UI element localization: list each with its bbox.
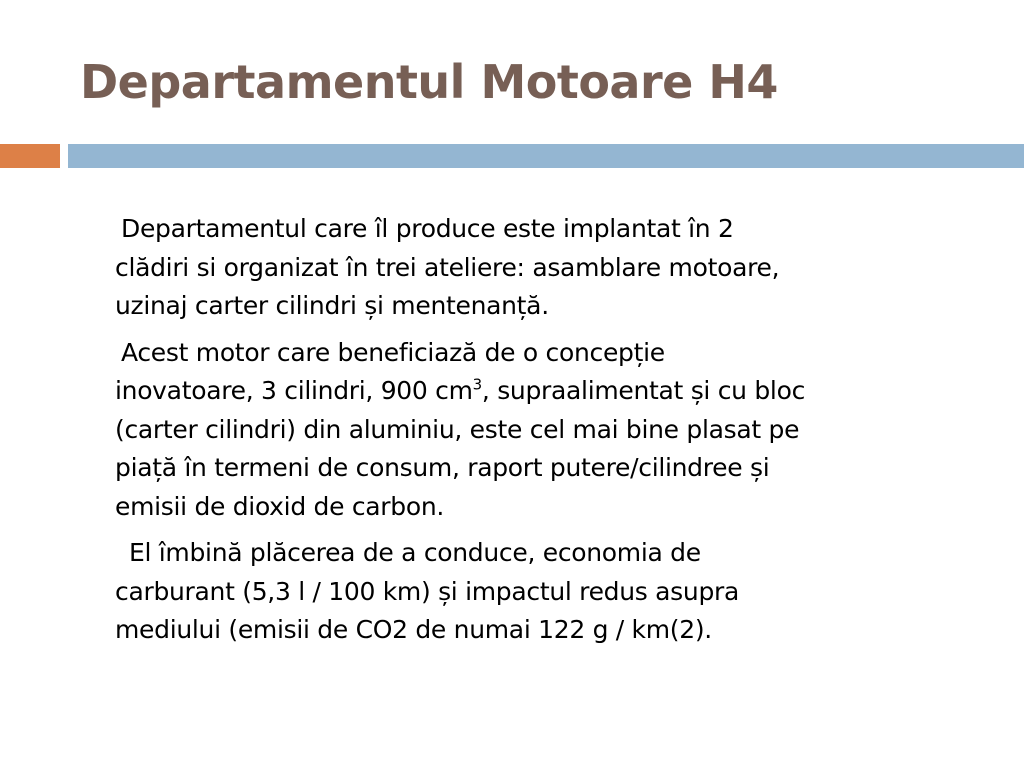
text-line: uzinaj carter cilindri și mentenanță.	[115, 291, 549, 320]
text-line: clădiri si organizat în trei ateliere: asamblare motoare,	[115, 252, 780, 282]
text-line: carburant (5,3 l / 100 km) și impactul redus asupra	[115, 576, 740, 606]
slide-body	[115, 210, 995, 658]
paragraph-driving-economy	[115, 534, 995, 650]
text-line-with-superscript	[115, 372, 995, 411]
text-line: (carter cilindri) din aluminiu, este cel mai bine plasat pe	[115, 414, 800, 444]
text-line: mediului (emisii de CO2 de numai 122 g / km(2).	[115, 615, 712, 644]
text-line: Departamentul care îl produce este implantat în 2	[121, 214, 734, 243]
text-fragment: inovatoare, 3 cilindri, 900 cm	[115, 376, 473, 405]
text-line: piață în termeni de consum, raport putere/cilindree și	[115, 453, 770, 482]
paragraph-engine-concept	[115, 334, 995, 527]
text-line: El îmbină plăcerea de a conduce, economia de	[129, 538, 701, 567]
slide-title: Departamentul Motoare H4	[80, 55, 778, 109]
superscript-cubic: 3	[472, 375, 482, 394]
accent-bar-orange	[0, 144, 60, 168]
accent-bar-blue	[68, 144, 1024, 168]
paragraph-department	[115, 210, 995, 326]
text-line: emisii de dioxid de carbon.	[115, 491, 445, 521]
text-fragment: , supraalimentat și cu bloc	[481, 376, 806, 405]
text-line: Acest motor care beneficiază de o concepție	[121, 337, 665, 367]
